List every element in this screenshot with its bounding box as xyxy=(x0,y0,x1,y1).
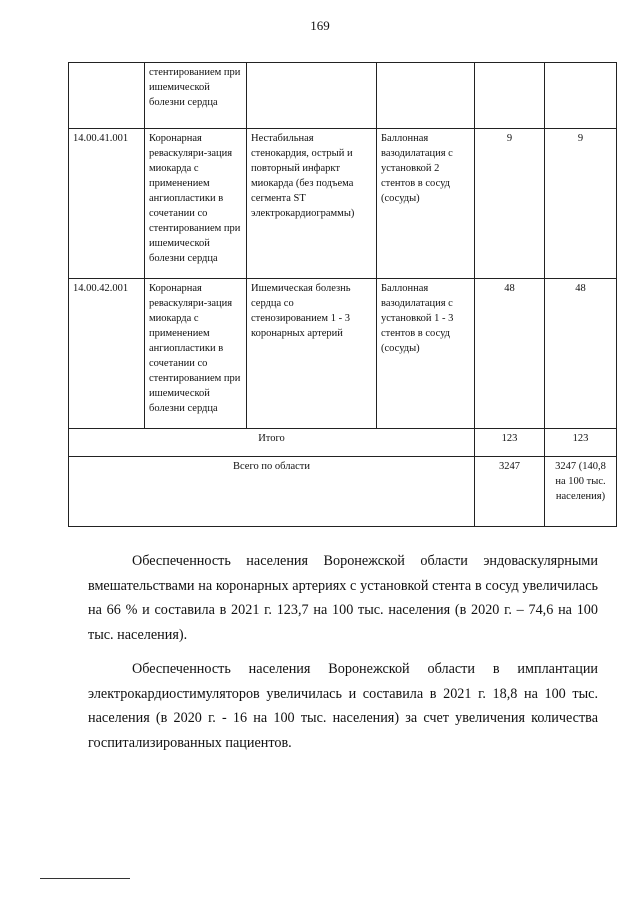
procedure-name-cell: Коронарная реваскуляри-зация миокарда с применением ангиопластики в сочетании со стентированием при ишемической болезни сердца xyxy=(145,279,247,429)
total-label: Итого xyxy=(69,429,475,457)
table-row xyxy=(69,63,617,129)
plan-cell: 48 xyxy=(475,279,545,429)
region-total-label: Всего по области xyxy=(69,457,475,527)
diagnosis-cell: Нестабильная стенокардия, острый и повторный инфаркт миокарда (без подъема сегмента ST электрокардиограммы) xyxy=(247,129,377,279)
total-row xyxy=(69,429,617,457)
code-cell xyxy=(69,63,145,129)
plan-cell xyxy=(475,63,545,129)
procedure-name-cell: стентированием при ишемической болезни сердца xyxy=(145,63,247,129)
paragraph-pacemaker-coverage xyxy=(88,657,598,755)
method-cell: Баллонная вазодилатация с установкой 2 стентов в сосуд (сосуды) xyxy=(377,129,475,279)
page-number: 169 xyxy=(310,18,330,33)
method-cell xyxy=(377,63,475,129)
fact-cell: 48 xyxy=(545,279,617,429)
diagnosis-cell: Ишемическая болезнь сердца со стенозированием 1 - 3 коронарных артерий xyxy=(247,279,377,429)
procedure-name-cell: Коронарная реваскуляри-зация миокарда с применением ангиопластики в сочетании со стентированием при ишемической болезни сердца xyxy=(145,129,247,279)
footer-divider xyxy=(40,878,130,879)
table-row xyxy=(69,279,617,429)
paragraph-text: Обеспеченность населения Воронежской области эндоваскулярными вмешательствами на коронарных артериях с установкой стента в сосуд увеличилась на 66 % и составила в 2021 г. 123,7 на 100 тыс. населения (в 2020 г. – 74,6 на 100 тыс. населения). xyxy=(88,553,598,643)
fact-cell: 9 xyxy=(545,129,617,279)
paragraph-stent-coverage xyxy=(88,549,598,647)
procedures-table xyxy=(68,62,617,527)
region-total-row xyxy=(69,457,617,527)
total-fact: 123 xyxy=(545,429,617,457)
paragraph-text: Обеспеченность населения Воронежской области в имплантации электрокардиостимуляторов увеличилась и составила в 2021 г. 18,8 на 100 тыс. населения (в 2020 г. - 16 на 100 тыс. населения) за счет увеличения количества госпитализированных пациентов. xyxy=(88,661,598,751)
fact-cell xyxy=(545,63,617,129)
plan-cell: 9 xyxy=(475,129,545,279)
region-total-fact: 3247 (140,8 на 100 тыс. населения) xyxy=(545,457,617,527)
table-row xyxy=(69,129,617,279)
total-plan: 123 xyxy=(475,429,545,457)
diagnosis-cell xyxy=(247,63,377,129)
code-cell: 14.00.41.001 xyxy=(69,129,145,279)
method-cell: Баллонная вазодилатация с установкой 1 - 3 стентов в сосуд (сосуды) xyxy=(377,279,475,429)
code-cell: 14.00.42.001 xyxy=(69,279,145,429)
region-total-plan: 3247 xyxy=(475,457,545,527)
